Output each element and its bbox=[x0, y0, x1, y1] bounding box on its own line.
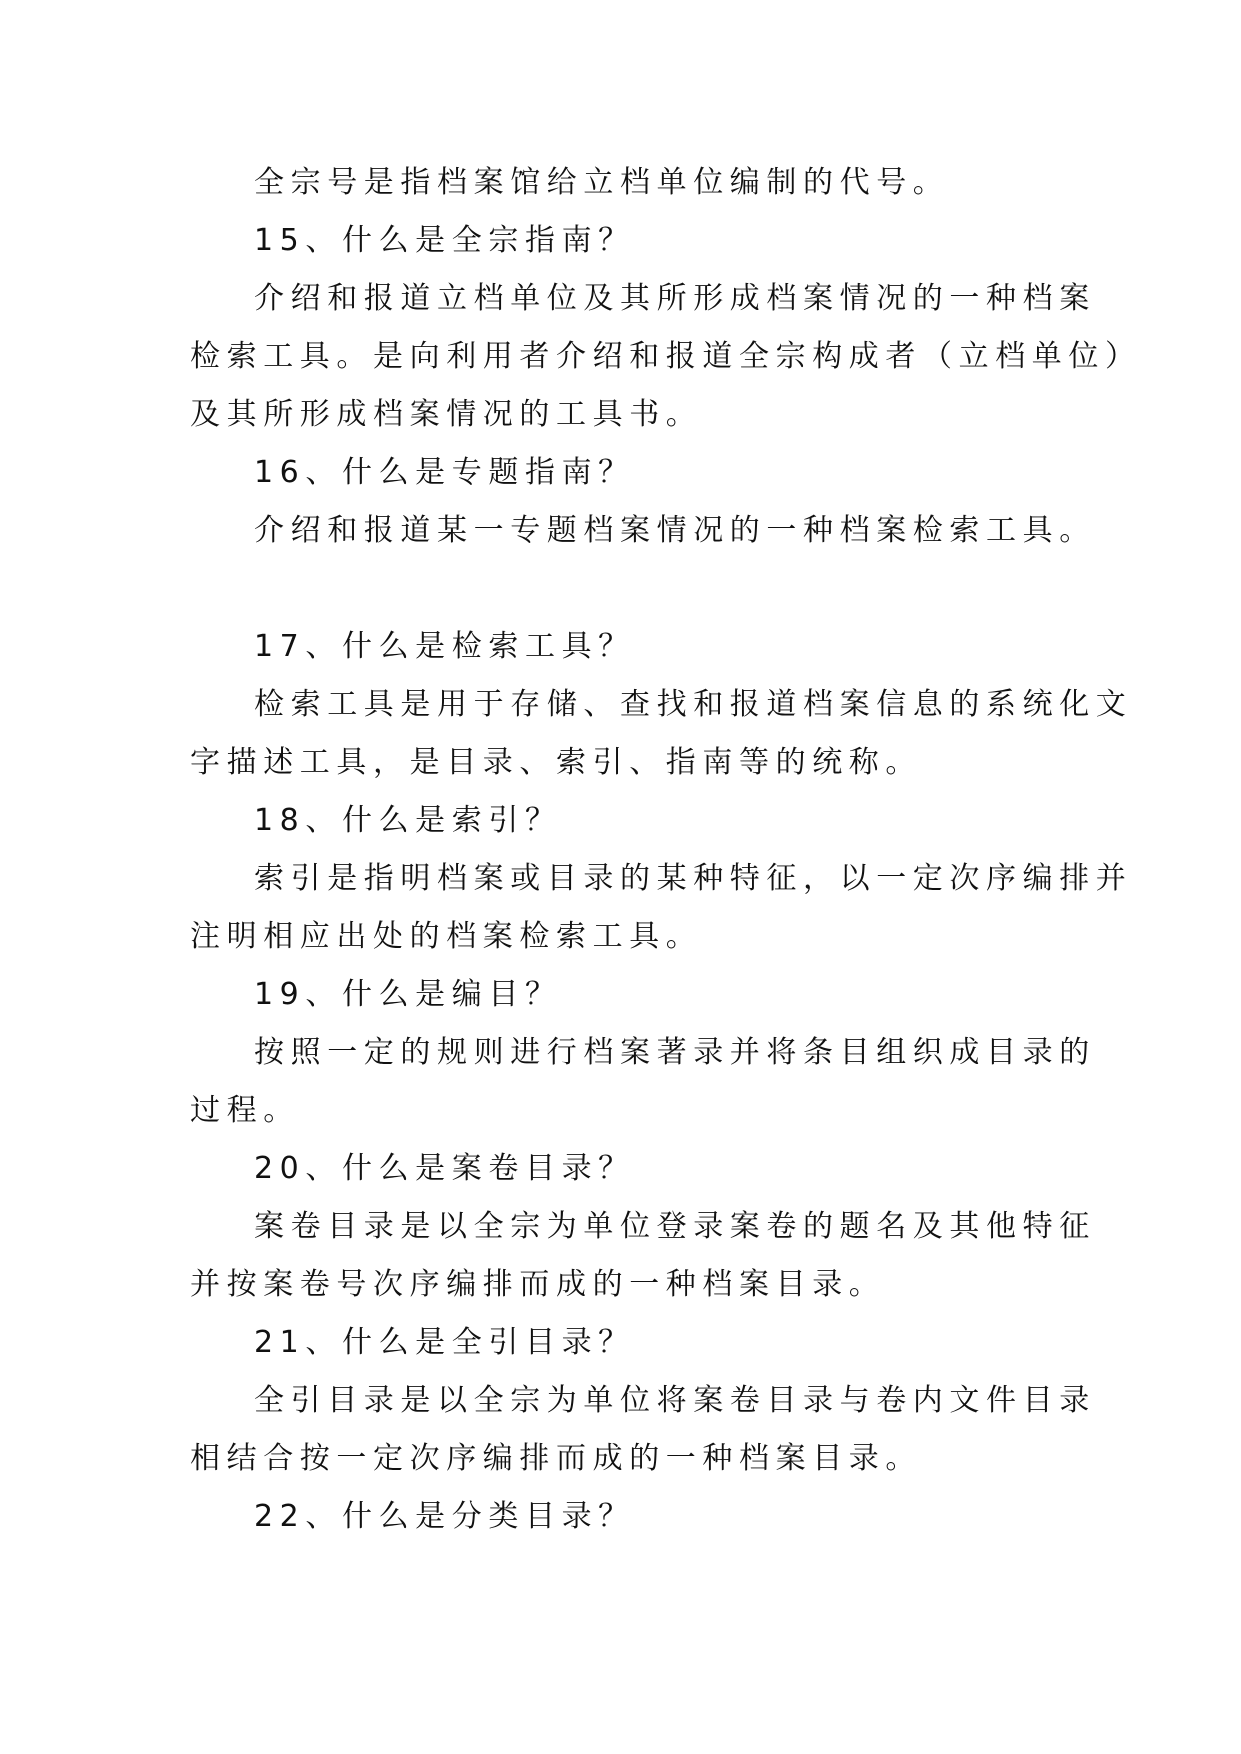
text-line: 字描述工具，是目录、索引、指南等的统称。 bbox=[190, 745, 922, 780]
answer-text bbox=[190, 154, 1070, 212]
answer-text bbox=[190, 1198, 1096, 1314]
text-line: 16、什么是专题指南？ bbox=[254, 455, 635, 490]
text-line: 检索工具。是向利用者介绍和报道全宗构成者（立档单位） bbox=[190, 339, 1142, 374]
text-line: 20、什么是案卷目录？ bbox=[254, 1151, 635, 1186]
question-heading bbox=[190, 212, 1070, 270]
text-line: 并按案卷号次序编排而成的一种档案目录。 bbox=[190, 1267, 886, 1302]
question-heading bbox=[190, 618, 1070, 676]
text-line: 相结合按一定次序编排而成的一种档案目录。 bbox=[190, 1441, 922, 1476]
answer-text bbox=[190, 270, 1142, 444]
text-line: 19、什么是编目？ bbox=[254, 977, 562, 1012]
question-heading bbox=[190, 444, 1070, 502]
text-line: 全引目录是以全宗为单位将案卷目录与卷内文件目录 bbox=[254, 1383, 1096, 1418]
text-line: 21、什么是全引目录？ bbox=[254, 1325, 635, 1360]
text-line: 17、什么是检索工具？ bbox=[254, 629, 635, 664]
text-line: 检索工具是用于存储、查找和报道档案信息的系统化文 bbox=[254, 687, 1133, 722]
text-line: 案卷目录是以全宗为单位登录案卷的题名及其他特征 bbox=[254, 1209, 1096, 1244]
text-line: 注明相应出处的档案检索工具。 bbox=[190, 919, 703, 954]
answer-text bbox=[190, 676, 1133, 792]
question-heading bbox=[190, 966, 1070, 1024]
text-line: 过程。 bbox=[190, 1093, 300, 1128]
text-line: 18、什么是索引？ bbox=[254, 803, 562, 838]
question-heading bbox=[190, 1140, 1070, 1198]
question-heading bbox=[190, 792, 1070, 850]
answer-text bbox=[190, 1024, 1096, 1140]
text-line: 索引是指明档案或目录的某种特征，以一定次序编排并 bbox=[254, 861, 1133, 896]
text-line: 介绍和报道立档单位及其所形成档案情况的一种档案 bbox=[254, 281, 1096, 316]
text-line: 及其所形成档案情况的工具书。 bbox=[190, 397, 703, 432]
text-line: 全宗号是指档案馆给立档单位编制的代号。 bbox=[254, 165, 950, 200]
answer-text bbox=[190, 1372, 1096, 1488]
answer-text bbox=[190, 850, 1133, 966]
text-line: 15、什么是全宗指南？ bbox=[254, 223, 635, 258]
text-line: 22、什么是分类目录？ bbox=[254, 1499, 635, 1534]
question-heading bbox=[190, 1488, 1070, 1546]
text-line: 按照一定的规则进行档案著录并将条目组织成目录的 bbox=[254, 1035, 1096, 1070]
text-line: 介绍和报道某一专题档案情况的一种档案检索工具。 bbox=[254, 513, 1096, 548]
question-heading bbox=[190, 1314, 1070, 1372]
answer-text bbox=[190, 502, 1096, 560]
